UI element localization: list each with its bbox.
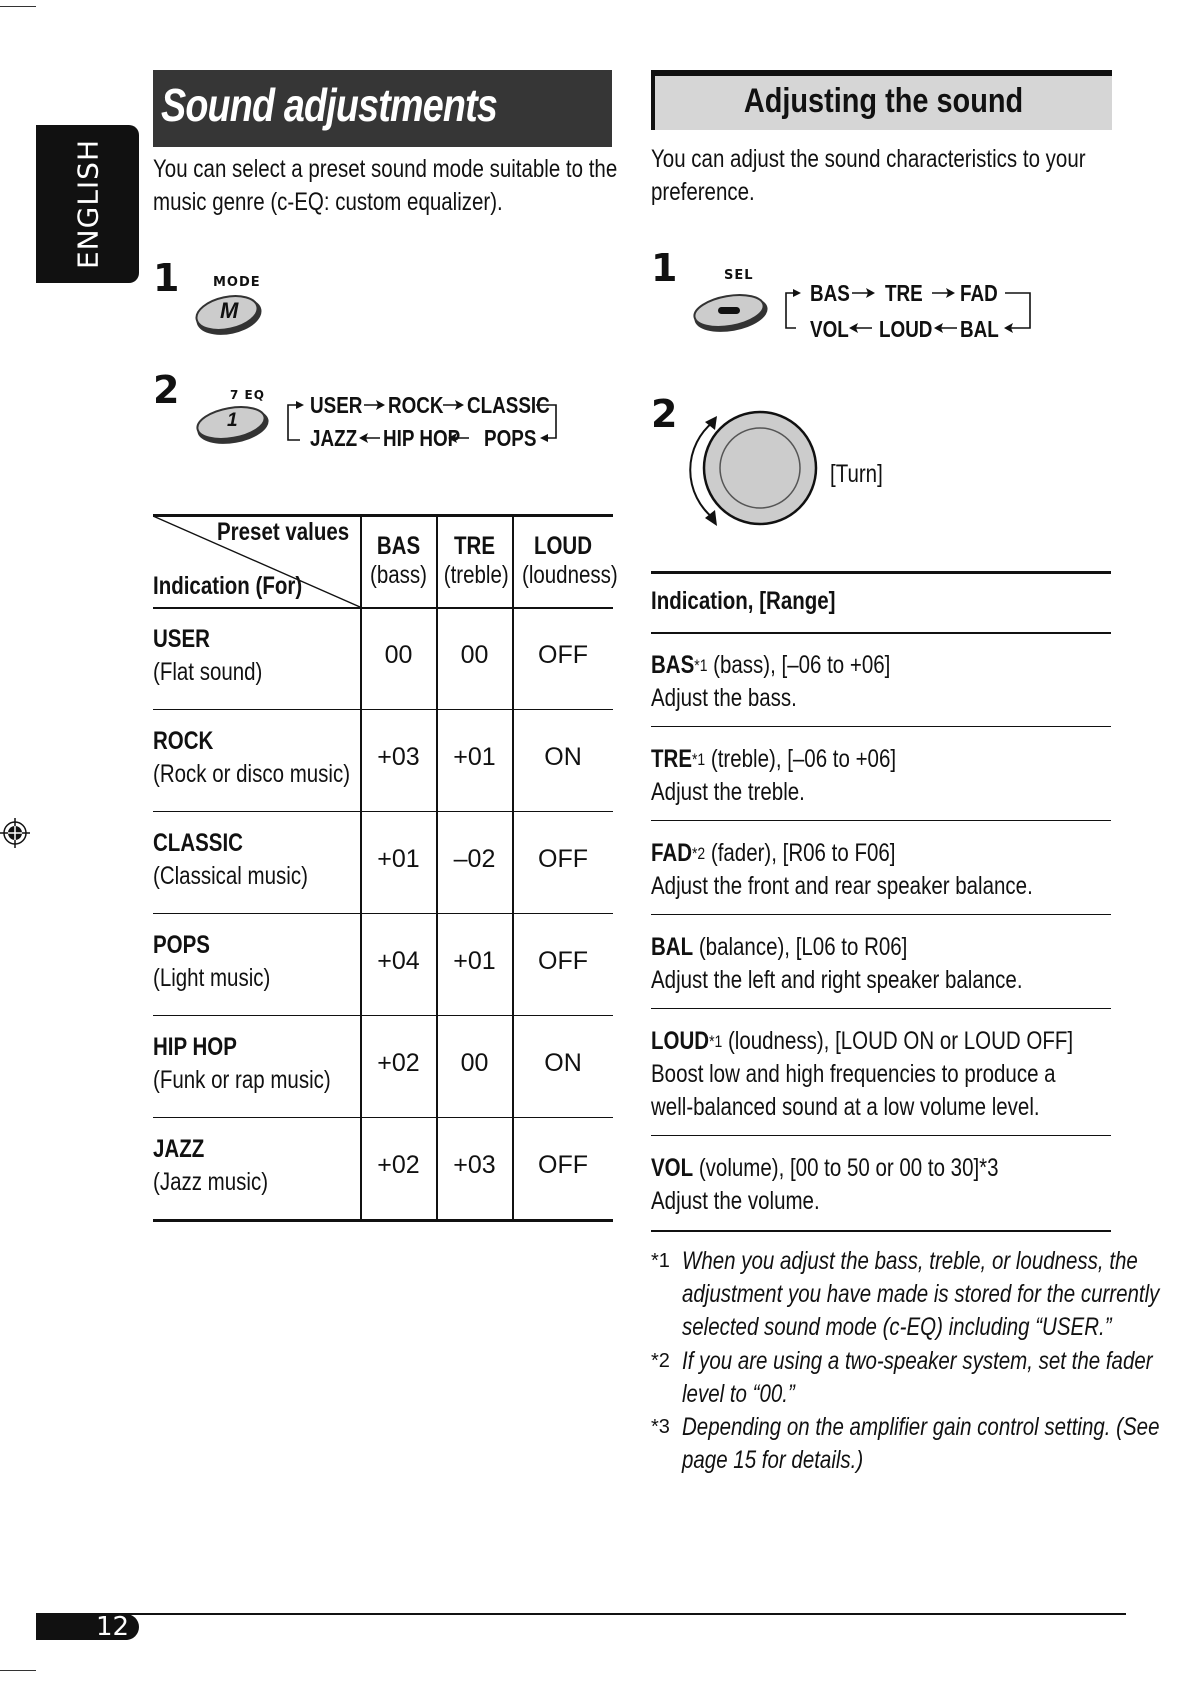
row-desc: (Rock or disco music) bbox=[153, 760, 351, 788]
table-row bbox=[153, 1033, 613, 1101]
row-loud: ON bbox=[544, 743, 582, 771]
list-item-bal: BAL (balance), [L06 to R06] Adjust the left and right speaker balance. bbox=[651, 933, 1023, 994]
row-bas: 00 bbox=[384, 641, 413, 669]
eq-flow-rock: ROCK bbox=[388, 392, 444, 418]
left-title-text: Sound adjustments bbox=[161, 79, 498, 131]
row-mode: USER bbox=[153, 625, 210, 653]
rotary-knob-icon bbox=[683, 408, 823, 538]
eq-button-glyph: 1 bbox=[227, 410, 238, 431]
eq-flow-hiphop: HIP HOP bbox=[383, 425, 461, 451]
table-row bbox=[153, 829, 613, 897]
table-corner-bottom: Indication (For) bbox=[153, 572, 303, 600]
table-row bbox=[153, 727, 613, 795]
sel-flow-tre: TRE bbox=[885, 280, 923, 306]
row-desc: (Light music) bbox=[153, 964, 271, 992]
list-item-loud: LOUD$^{*1}$ (loudness), [LOUD ON or LOUD OFF] Boost low and high frequencies to produce a well-balanced sound at a low volume level. bbox=[651, 1027, 1074, 1121]
eq-button[interactable] bbox=[193, 402, 271, 446]
list-item-fad: FAD$^{*2}$ (fader), [R06 to F06] Adjust the front and rear speaker balance. bbox=[651, 839, 1033, 900]
eq-button-caption: 7 EQ bbox=[230, 388, 265, 402]
row-tre: 00 bbox=[460, 1049, 489, 1077]
list-item-vol: VOL (volume), [00 to 50 or 00 to 30]*3 Adjust the volume. bbox=[651, 1154, 999, 1215]
row-loud: ON bbox=[544, 1049, 582, 1077]
sel-flow-fad: FAD bbox=[960, 280, 998, 306]
left-step-1-number: 1 bbox=[153, 256, 180, 300]
language-tab-label: ENGLISH bbox=[71, 138, 104, 270]
list-header: Indication, [Range] bbox=[651, 587, 836, 615]
left-section-title bbox=[153, 70, 612, 147]
language-tab bbox=[36, 125, 139, 283]
left-intro-line: music genre (c-EQ: custom equalizer). bbox=[153, 188, 503, 216]
table-corner-top: Preset values bbox=[217, 518, 350, 546]
row-mode: JAZZ bbox=[153, 1135, 205, 1163]
row-tre: +01 bbox=[453, 743, 496, 771]
row-tre: 00 bbox=[460, 641, 489, 669]
right-intro bbox=[651, 143, 1181, 209]
row-loud: OFF bbox=[538, 641, 588, 669]
right-section-title bbox=[651, 70, 1112, 130]
column-header-bas: BAS (bass) bbox=[370, 532, 427, 589]
page-number-badge bbox=[36, 1614, 139, 1640]
footnote: *3 Depending on the amplifier gain control setting. (See page 15 for details.) bbox=[651, 1413, 1160, 1474]
sel-flow-bal: BAL bbox=[960, 316, 999, 342]
row-mode: HIP HOP bbox=[153, 1033, 237, 1061]
column-header-tre: TRE (treble) bbox=[443, 532, 509, 589]
list-item-tre: TRE$^{*1}$ (treble), [–06 to +06] Adjust the treble. bbox=[651, 745, 897, 806]
right-step-1-number: 1 bbox=[651, 246, 678, 290]
right-title-text: Adjusting the sound bbox=[743, 82, 1024, 120]
sel-flow-loud: LOUD bbox=[879, 316, 933, 342]
row-tre: –02 bbox=[453, 845, 496, 873]
row-tre: +01 bbox=[453, 947, 496, 975]
sel-flow-vol: VOL bbox=[810, 316, 849, 342]
row-mode: POPS bbox=[153, 931, 210, 959]
eq-flow-user: USER bbox=[310, 392, 363, 418]
arrow-right-icon bbox=[932, 288, 955, 298]
row-mode: ROCK bbox=[153, 727, 214, 755]
crop-mark bbox=[0, 1670, 36, 1671]
row-tre: +03 bbox=[453, 1151, 496, 1179]
left-intro-line: You can select a preset sound mode suitable to the bbox=[153, 155, 618, 183]
row-desc: (Jazz music) bbox=[153, 1168, 269, 1196]
eq-flow-pops: POPS bbox=[484, 425, 537, 451]
row-loud: OFF bbox=[538, 947, 588, 975]
row-desc: (Classical music) bbox=[153, 862, 308, 890]
registration-mark-icon bbox=[0, 818, 30, 848]
mode-button-glyph: M bbox=[220, 298, 239, 323]
eq-flow-classic: CLASSIC bbox=[467, 392, 550, 418]
page-number: 12 bbox=[96, 1612, 130, 1642]
left-step-2-number: 2 bbox=[153, 368, 180, 412]
row-bas: +01 bbox=[377, 845, 420, 873]
row-bas: +02 bbox=[377, 1049, 420, 1077]
sel-button-icon bbox=[690, 290, 770, 334]
sel-flow-bas: BAS bbox=[810, 280, 850, 306]
turn-label: [Turn] bbox=[830, 460, 883, 488]
column-header-loud: LOUD (loudness) bbox=[522, 532, 618, 589]
mode-button-caption: MODE bbox=[213, 275, 261, 290]
row-desc: (Funk or rap music) bbox=[153, 1066, 331, 1094]
sel-button[interactable] bbox=[690, 290, 770, 334]
right-intro-line: preference. bbox=[651, 178, 755, 206]
footnote: *1 When you adjust the bass, treble, or loudness, the adjustment you have made is stored for the currently selected sound mode (c-EQ) including “USER.” bbox=[651, 1247, 1160, 1341]
list-item-bas: BAS$^{*1}$ (bass), [–06 to +06] Adjust the bass. bbox=[651, 651, 891, 712]
row-loud: OFF bbox=[538, 1151, 588, 1179]
preset-table bbox=[153, 514, 618, 1220]
right-step-2-number: 2 bbox=[651, 392, 678, 436]
eq-flow-jazz: JAZZ bbox=[310, 425, 358, 451]
table-row bbox=[153, 1135, 613, 1203]
sel-button-caption: SEL bbox=[724, 268, 754, 283]
row-bas: +03 bbox=[377, 743, 420, 771]
mode-button[interactable] bbox=[193, 292, 263, 336]
table-row bbox=[153, 931, 613, 999]
table-row bbox=[153, 625, 613, 693]
row-mode: CLASSIC bbox=[153, 829, 243, 857]
crop-mark bbox=[0, 6, 36, 7]
row-desc: (Flat sound) bbox=[153, 658, 263, 686]
right-intro-line: You can adjust the sound characteristics to your bbox=[651, 145, 1086, 173]
control-dial[interactable] bbox=[683, 408, 823, 538]
row-loud: OFF bbox=[538, 845, 588, 873]
row-bas: +04 bbox=[377, 947, 420, 975]
left-intro bbox=[153, 153, 719, 219]
footnote: *2 If you are using a two-speaker system, set the fader level to “00.” bbox=[651, 1347, 1153, 1408]
row-bas: +02 bbox=[377, 1151, 420, 1179]
